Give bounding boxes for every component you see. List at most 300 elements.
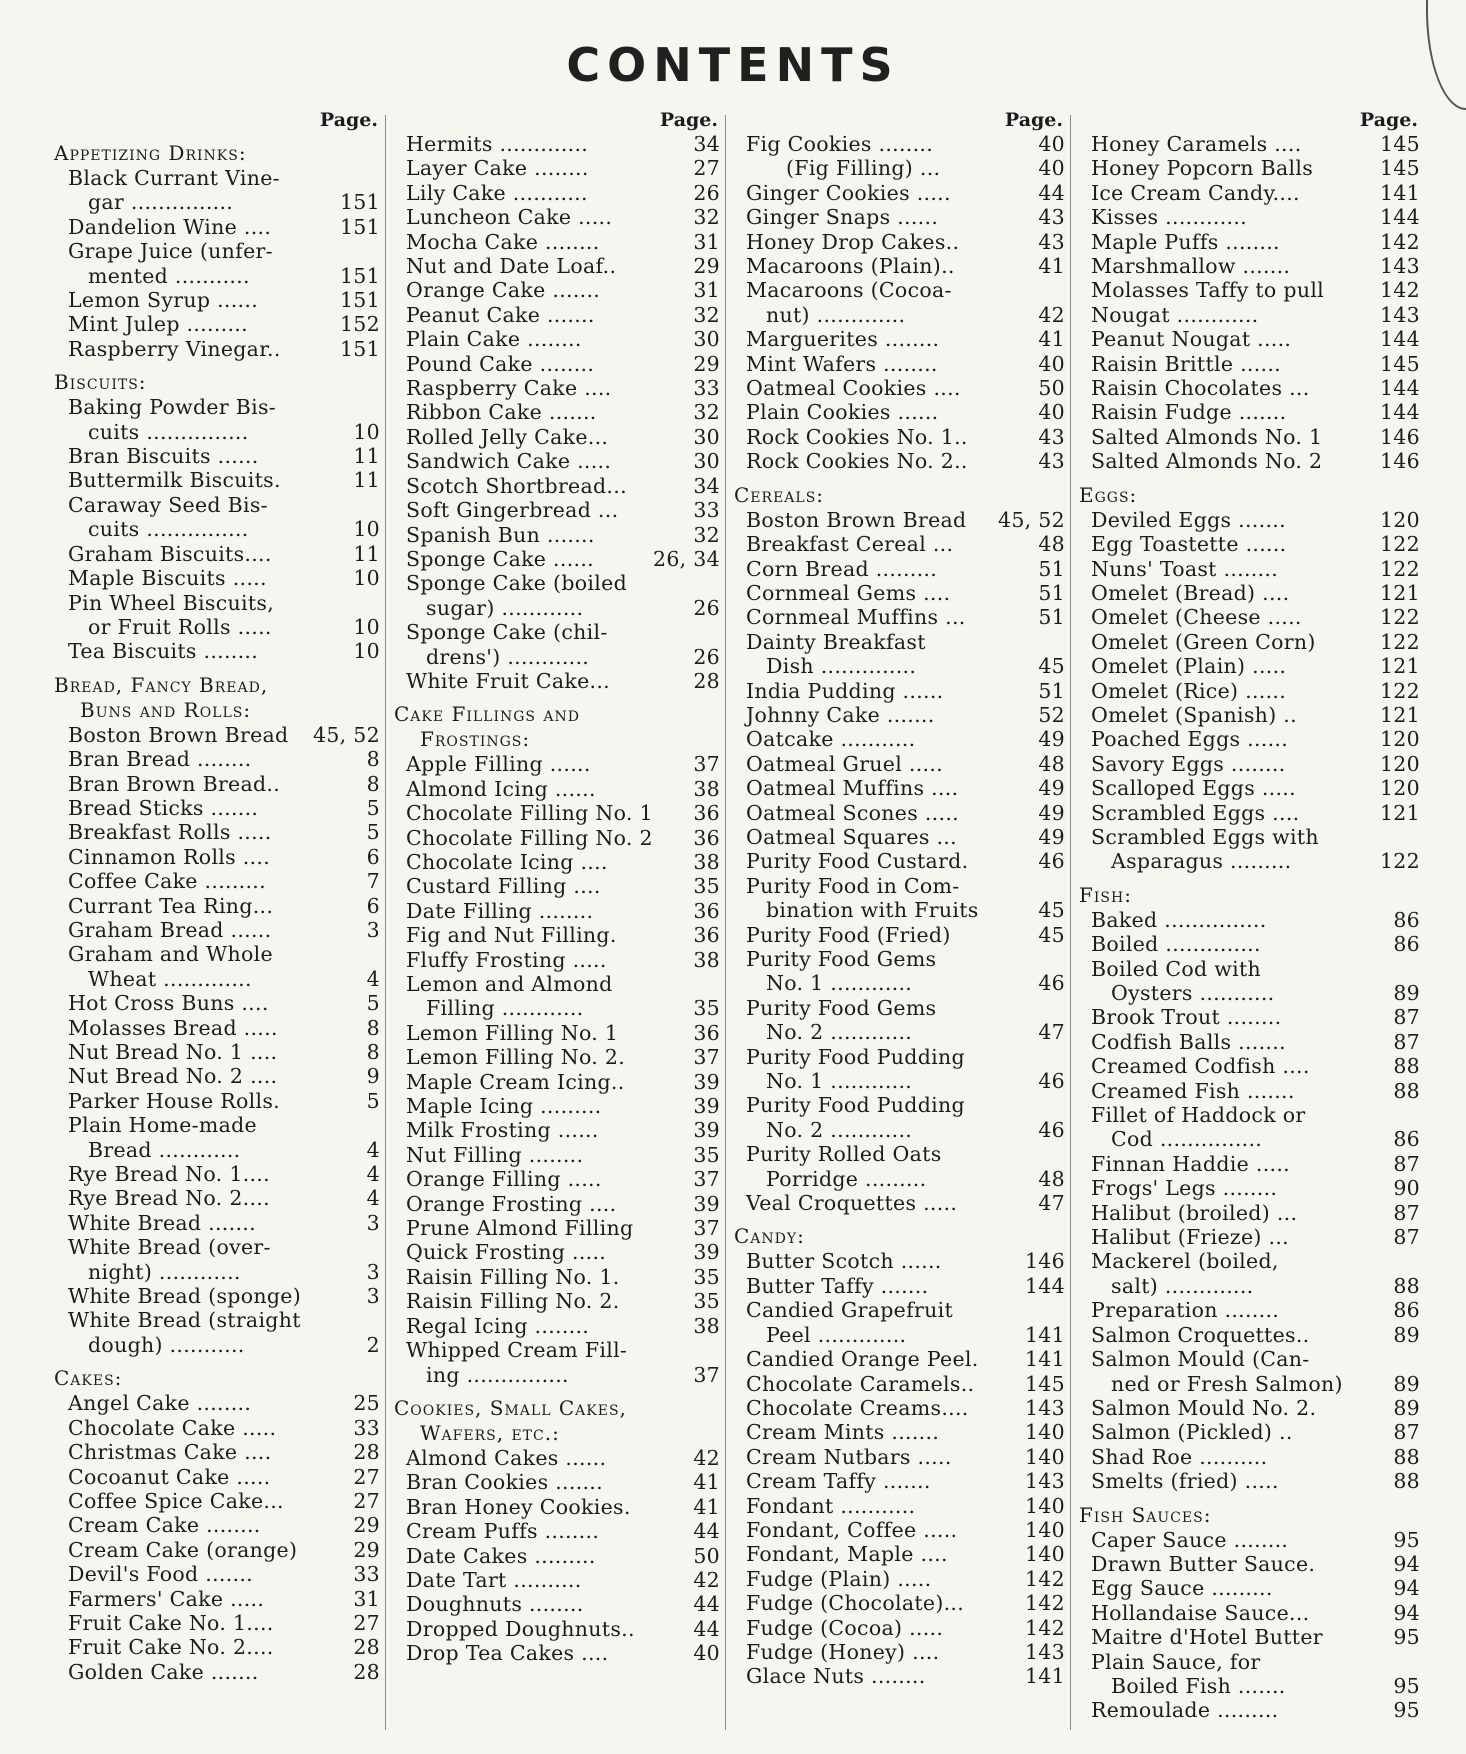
- toc-entry[interactable]: [730, 132, 1065, 156]
- toc-entry[interactable]: [1075, 181, 1420, 205]
- toc-entry[interactable]: [50, 869, 380, 893]
- toc-page-number: 5: [366, 991, 380, 1016]
- toc-entry[interactable]: [50, 288, 380, 312]
- page-column-header: Page.: [1359, 109, 1418, 131]
- toc-entry-title: [390, 874, 674, 898]
- toc-entry[interactable]: [390, 850, 720, 874]
- toc-entry[interactable]: [1075, 679, 1420, 703]
- toc-entry[interactable]: [390, 474, 720, 498]
- toc-entry[interactable]: [50, 918, 380, 942]
- toc-entry[interactable]: [730, 1640, 1065, 1664]
- toc-entry[interactable]: [1075, 1225, 1420, 1249]
- toc-entry-title: [50, 1465, 334, 1489]
- toc-entry[interactable]: [1075, 1298, 1420, 1322]
- toc-entry-title: [50, 166, 334, 215]
- toc-entry[interactable]: [730, 181, 1065, 205]
- toc-entry[interactable]: [1075, 581, 1420, 605]
- toc-entry[interactable]: [390, 899, 720, 923]
- toc-entry-line: Codfish Balls .......: [1091, 1029, 1286, 1054]
- toc-entry[interactable]: [390, 1314, 720, 1338]
- toc-page-number: 45: [1038, 922, 1065, 947]
- toc-entry[interactable]: [730, 557, 1065, 581]
- toc-entry[interactable]: [50, 337, 380, 361]
- toc-entry[interactable]: [50, 1089, 380, 1113]
- toc-entry[interactable]: [730, 508, 1065, 532]
- toc-entry-title: [1075, 1103, 1374, 1152]
- toc-entry[interactable]: [390, 874, 720, 898]
- toc-entry[interactable]: [730, 825, 1065, 849]
- toc-entry[interactable]: [730, 1445, 1065, 1469]
- toc-entry[interactable]: [730, 605, 1065, 629]
- toc-entry-line: Maitre d'Hotel Butter: [1091, 1625, 1323, 1650]
- toc-entry[interactable]: [390, 669, 720, 693]
- toc-entry[interactable]: [50, 468, 380, 492]
- toc-entry[interactable]: [1075, 1469, 1420, 1493]
- toc-entry-title: [50, 542, 334, 566]
- toc-entry[interactable]: [730, 874, 1065, 923]
- toc-entry[interactable]: [50, 1465, 380, 1489]
- toc-entry[interactable]: [730, 1347, 1065, 1371]
- toc-page-number: 3: [366, 1210, 380, 1235]
- toc-entry-line: Sponge Cake (chil-: [406, 620, 608, 645]
- toc-entry[interactable]: [390, 400, 720, 424]
- toc-entry[interactable]: [50, 942, 380, 991]
- toc-entry[interactable]: [390, 523, 720, 547]
- toc-entry[interactable]: [1075, 425, 1420, 449]
- toc-entry-title: [1075, 508, 1374, 532]
- toc-entry[interactable]: [730, 996, 1065, 1045]
- toc-entry[interactable]: [50, 747, 380, 771]
- toc-page-number: 26: [693, 595, 720, 620]
- toc-entry[interactable]: [50, 166, 380, 215]
- toc-entry[interactable]: [1075, 630, 1420, 654]
- toc-page-number: 42: [693, 1445, 720, 1470]
- toc-page-number: 144: [1379, 327, 1420, 352]
- toc-entry[interactable]: [390, 1470, 720, 1494]
- toc-entry-line: Farmers' Cake .....: [68, 1586, 265, 1611]
- toc-entry[interactable]: [1075, 327, 1420, 351]
- toc-entry[interactable]: [390, 230, 720, 254]
- toc-entry[interactable]: [50, 239, 380, 288]
- toc-entry[interactable]: [730, 679, 1065, 703]
- toc-page-number: 4: [366, 1186, 380, 1211]
- toc-entry-line: Smelts (fried) .....: [1091, 1469, 1279, 1494]
- toc-entry[interactable]: [50, 566, 380, 590]
- section-heading-line: Fish Sauces:: [1079, 1502, 1212, 1527]
- toc-entry-title: [730, 1191, 1019, 1215]
- toc-entry[interactable]: [390, 1338, 720, 1387]
- toc-page-number: 95: [1393, 1625, 1420, 1650]
- toc-entry[interactable]: [1075, 1347, 1420, 1396]
- toc-entry-title: [50, 1660, 334, 1684]
- toc-page-number: 52: [1038, 702, 1065, 727]
- toc-entry[interactable]: [730, 449, 1065, 473]
- toc-entry[interactable]: [730, 1542, 1065, 1566]
- toc-entry[interactable]: [50, 723, 380, 747]
- toc-entry[interactable]: [50, 991, 380, 1015]
- toc-page-number: 145: [1379, 132, 1420, 156]
- toc-entry[interactable]: [50, 542, 380, 566]
- toc-entry[interactable]: [390, 1045, 720, 1069]
- toc-entry[interactable]: [390, 205, 720, 229]
- toc-entry[interactable]: [730, 352, 1065, 376]
- toc-entry[interactable]: [50, 1162, 380, 1186]
- toc-entry[interactable]: [50, 1489, 380, 1513]
- toc-entry[interactable]: [50, 639, 380, 663]
- toc-entry[interactable]: [390, 1021, 720, 1045]
- toc-entry-title: [390, 474, 674, 498]
- toc-entry[interactable]: [730, 581, 1065, 605]
- toc-entry-title: [390, 620, 674, 669]
- toc-entry[interactable]: [730, 752, 1065, 776]
- toc-entry[interactable]: [390, 132, 720, 156]
- toc-entry[interactable]: [1075, 303, 1420, 327]
- toc-entry-line: Johnny Cake .......: [746, 702, 935, 727]
- toc-entry[interactable]: [390, 1617, 720, 1641]
- toc-page-number: 46: [1038, 1069, 1065, 1094]
- toc-entry-line: Salmon Mould (Can-: [1091, 1347, 1310, 1372]
- toc-entry[interactable]: [730, 1142, 1065, 1191]
- toc-entry[interactable]: [50, 820, 380, 844]
- toc-entry[interactable]: [1075, 752, 1420, 776]
- toc-entry[interactable]: [730, 801, 1065, 825]
- toc-entry[interactable]: [390, 425, 720, 449]
- toc-entry[interactable]: [390, 1167, 720, 1191]
- toc-entry[interactable]: [390, 1118, 720, 1142]
- toc-page-number: 28: [353, 1635, 380, 1660]
- toc-entry[interactable]: [1075, 932, 1420, 956]
- toc-entry[interactable]: [1075, 825, 1420, 874]
- toc-entry[interactable]: [730, 1372, 1065, 1396]
- toc-entry[interactable]: [50, 312, 380, 336]
- toc-entry[interactable]: [50, 1186, 380, 1210]
- toc-entry-line: Honey Drop Cakes..: [746, 229, 960, 254]
- toc-entry[interactable]: [390, 449, 720, 473]
- toc-entry[interactable]: [390, 752, 720, 776]
- toc-entry[interactable]: [730, 1420, 1065, 1444]
- toc-page-number: 121: [1379, 580, 1420, 605]
- toc-entry[interactable]: [1075, 400, 1420, 424]
- toc-entry[interactable]: [390, 1265, 720, 1289]
- toc-entry[interactable]: [390, 1143, 720, 1167]
- toc-entry[interactable]: [730, 254, 1065, 278]
- toc-entry[interactable]: [390, 1094, 720, 1118]
- toc-entry[interactable]: [1075, 156, 1420, 180]
- toc-entry[interactable]: [390, 620, 720, 669]
- toc-entry-line: Raisin Chocolates ...: [1091, 376, 1310, 401]
- toc-entry-line: Plain Sauce, for: [1091, 1649, 1261, 1674]
- toc-page-number: 5: [366, 820, 380, 845]
- toc-entry[interactable]: [1075, 801, 1420, 825]
- toc-entry[interactable]: [390, 1070, 720, 1094]
- toc-entry[interactable]: [730, 156, 1065, 180]
- toc-entry[interactable]: [1075, 1396, 1420, 1420]
- toc-entry[interactable]: [730, 1664, 1065, 1688]
- toc-entry[interactable]: [50, 1635, 380, 1659]
- toc-entry[interactable]: [390, 923, 720, 947]
- toc-entry[interactable]: [390, 278, 720, 302]
- toc-entry-line: Cream Mints .......: [746, 1420, 940, 1445]
- toc-entry[interactable]: [50, 1538, 380, 1562]
- toc-entry[interactable]: [50, 1416, 380, 1440]
- toc-entry-line: Cocoanut Cake .....: [68, 1464, 271, 1489]
- toc-entry[interactable]: [1075, 508, 1420, 532]
- toc-page-number: 86: [1393, 1298, 1420, 1323]
- toc-entry[interactable]: [50, 1064, 380, 1088]
- toc-entry[interactable]: [1075, 352, 1420, 376]
- toc-entry[interactable]: [50, 1440, 380, 1464]
- toc-entry-title: [50, 1489, 334, 1513]
- toc-entry[interactable]: [1075, 727, 1420, 751]
- toc-entry-line: Oatmeal Cookies ....: [746, 376, 961, 401]
- toc-entry[interactable]: [1075, 1005, 1420, 1029]
- toc-entry[interactable]: [730, 1396, 1065, 1420]
- toc-entry[interactable]: [1075, 449, 1420, 473]
- toc-entry[interactable]: [1075, 1103, 1420, 1152]
- toc-entry[interactable]: [390, 1592, 720, 1616]
- toc-entry[interactable]: [730, 1469, 1065, 1493]
- toc-entry[interactable]: [390, 948, 720, 972]
- toc-entry-title: [390, 278, 674, 302]
- toc-entry[interactable]: [50, 1391, 380, 1415]
- toc-entry[interactable]: [50, 1562, 380, 1586]
- toc-entry[interactable]: [730, 1274, 1065, 1298]
- toc-entry[interactable]: [1075, 1176, 1420, 1200]
- toc-entry[interactable]: [1075, 605, 1420, 629]
- toc-entry[interactable]: [730, 230, 1065, 254]
- toc-entry[interactable]: [730, 923, 1065, 947]
- toc-entry[interactable]: [390, 303, 720, 327]
- toc-entry-title: [50, 1040, 334, 1064]
- toc-page-number: 35: [693, 996, 720, 1021]
- toc-page-number: 151: [339, 190, 380, 215]
- toc-entry[interactable]: [390, 1568, 720, 1592]
- toc-page-number: 48: [1038, 751, 1065, 776]
- toc-entry[interactable]: [390, 1544, 720, 1568]
- toc-entry[interactable]: [1075, 1249, 1420, 1298]
- toc-entry[interactable]: [730, 205, 1065, 229]
- toc-entry[interactable]: [50, 1235, 380, 1284]
- toc-entry[interactable]: [730, 947, 1065, 996]
- toc-entry[interactable]: [390, 156, 720, 180]
- toc-entry[interactable]: [1075, 532, 1420, 556]
- section-heading: [1075, 1503, 1420, 1528]
- toc-entry[interactable]: [390, 547, 720, 571]
- toc-entry-line: Purity Food Gems: [746, 995, 937, 1020]
- toc-entry-line: Fig and Nut Filling.: [406, 923, 617, 948]
- toc-entry[interactable]: [390, 801, 720, 825]
- toc-entry[interactable]: [730, 776, 1065, 800]
- toc-entry[interactable]: [390, 376, 720, 400]
- toc-page-number: 48: [1038, 1166, 1065, 1191]
- section-heading-line: Fish:: [1079, 882, 1132, 907]
- toc-entry-line: Raisin Filling No. 1.: [406, 1264, 620, 1289]
- toc-entry[interactable]: [390, 777, 720, 801]
- toc-entry[interactable]: [730, 400, 1065, 424]
- toc-entry[interactable]: [50, 1308, 380, 1357]
- toc-entry[interactable]: [390, 826, 720, 850]
- toc-entry-line: Date Tart ..........: [406, 1567, 582, 1592]
- toc-entry[interactable]: [50, 772, 380, 796]
- toc-entry-line: Bran Bread ........: [68, 747, 252, 772]
- toc-entry[interactable]: [730, 1249, 1065, 1273]
- toc-entry-title: [390, 376, 674, 400]
- toc-entry[interactable]: [1075, 1601, 1420, 1625]
- toc-entry-line: Salmon Croquettes..: [1091, 1322, 1310, 1347]
- toc-entry[interactable]: [1075, 278, 1420, 302]
- toc-entry[interactable]: [50, 591, 380, 640]
- toc-entry[interactable]: [730, 1494, 1065, 1518]
- toc-entry[interactable]: [1075, 1625, 1420, 1649]
- toc-entry-title: [730, 1396, 1019, 1420]
- toc-page-number: 51: [1038, 580, 1065, 605]
- toc-entry[interactable]: [50, 1211, 380, 1235]
- toc-page-number: 39: [693, 1240, 720, 1265]
- toc-entry-title: [730, 1591, 1019, 1615]
- toc-entry[interactable]: [50, 1660, 380, 1684]
- toc-entry-title: [1075, 1176, 1374, 1200]
- toc-entry-title: [390, 571, 674, 620]
- toc-entry[interactable]: [1075, 1152, 1420, 1176]
- toc-entry-title: [1075, 425, 1374, 449]
- toc-entry[interactable]: [730, 532, 1065, 556]
- toc-entry-line: Creamed Codfish ....: [1091, 1054, 1310, 1079]
- toc-entry[interactable]: [390, 352, 720, 376]
- toc-entry-line: White Bread (sponge): [68, 1284, 302, 1309]
- toc-entry[interactable]: [730, 1298, 1065, 1347]
- toc-page-number: 49: [1038, 800, 1065, 825]
- toc-entry-title: [50, 337, 334, 361]
- toc-entry-title: [1075, 679, 1374, 703]
- toc-page-number: 9: [366, 1064, 380, 1089]
- toc-entry[interactable]: [50, 395, 380, 444]
- toc-entry[interactable]: [730, 1567, 1065, 1591]
- toc-entry[interactable]: [390, 1289, 720, 1313]
- toc-entry-line: Omelet (Rice) ......: [1091, 678, 1287, 703]
- toc-entry[interactable]: [730, 1616, 1065, 1640]
- toc-entry[interactable]: [390, 571, 720, 620]
- toc-entry[interactable]: [1075, 1445, 1420, 1469]
- toc-entry[interactable]: [390, 254, 720, 278]
- toc-entry[interactable]: [1075, 1201, 1420, 1225]
- toc-entry[interactable]: [1075, 1323, 1420, 1347]
- toc-entry[interactable]: [390, 1240, 720, 1264]
- toc-entry-line: Cream Taffy .......: [746, 1469, 931, 1494]
- page-curl-decoration: [1426, 0, 1466, 110]
- toc-entry[interactable]: [730, 1093, 1065, 1142]
- toc-entry[interactable]: [1075, 703, 1420, 727]
- toc-page-number: 44: [693, 1519, 720, 1544]
- toc-entry[interactable]: [730, 727, 1065, 751]
- toc-entry-line: Drop Tea Cakes ....: [406, 1641, 609, 1666]
- toc-entry-title: [730, 1045, 1019, 1094]
- toc-entry[interactable]: [1075, 654, 1420, 678]
- toc-entry-line: Deviled Eggs .......: [1091, 507, 1286, 532]
- toc-entry[interactable]: [1075, 776, 1420, 800]
- toc-entry[interactable]: [1075, 957, 1420, 1006]
- toc-entry[interactable]: [1075, 1054, 1420, 1078]
- toc-entry[interactable]: [1075, 1030, 1420, 1054]
- toc-page-number: 47: [1038, 1020, 1065, 1045]
- toc-entry[interactable]: [1075, 1698, 1420, 1722]
- toc-entry[interactable]: [1075, 1650, 1420, 1699]
- toc-entry-line: Purity Food in Com-: [746, 873, 960, 898]
- section-heading: [50, 370, 380, 395]
- toc-entry-line: Candied Grapefruit: [746, 1298, 953, 1323]
- toc-entry[interactable]: [390, 181, 720, 205]
- toc-entry[interactable]: [1075, 557, 1420, 581]
- toc-entry[interactable]: [390, 498, 720, 522]
- toc-entry[interactable]: [50, 1611, 380, 1635]
- toc-entry[interactable]: [1075, 376, 1420, 400]
- toc-entry[interactable]: [50, 444, 380, 468]
- toc-entry[interactable]: [390, 1519, 720, 1543]
- toc-entry[interactable]: [50, 1113, 380, 1162]
- toc-entry-title: [390, 1592, 674, 1616]
- toc-entry[interactable]: [50, 1587, 380, 1611]
- toc-entry[interactable]: [50, 796, 380, 820]
- toc-entry[interactable]: [730, 703, 1065, 727]
- toc-entry-line: Fudge (Chocolate)...: [746, 1591, 965, 1616]
- toc-entry[interactable]: [1075, 205, 1420, 229]
- toc-entry[interactable]: [730, 278, 1065, 327]
- toc-entry[interactable]: [390, 972, 720, 1021]
- toc-page-number: 25: [353, 1391, 380, 1416]
- toc-entry[interactable]: [50, 1040, 380, 1064]
- toc-entry[interactable]: [730, 1045, 1065, 1094]
- toc-entry[interactable]: [390, 1641, 720, 1665]
- toc-entry[interactable]: [50, 1513, 380, 1537]
- toc-entry[interactable]: [730, 327, 1065, 351]
- toc-entry[interactable]: [730, 1191, 1065, 1215]
- toc-entry[interactable]: [1075, 908, 1420, 932]
- toc-entry[interactable]: [1075, 1420, 1420, 1444]
- toc-entry-title: [730, 825, 1019, 849]
- toc-entry[interactable]: [1075, 1552, 1420, 1576]
- toc-entry[interactable]: [390, 1495, 720, 1519]
- toc-entry-line: Cream Puffs ........: [406, 1519, 600, 1544]
- toc-entry[interactable]: [390, 327, 720, 351]
- toc-entry[interactable]: [1075, 1079, 1420, 1103]
- toc-entry[interactable]: [1075, 1528, 1420, 1552]
- toc-entry[interactable]: [1075, 1576, 1420, 1600]
- toc-entry-line: dough) ...........: [88, 1332, 245, 1357]
- toc-entry[interactable]: [730, 630, 1065, 679]
- toc-page-number: 50: [1038, 376, 1065, 401]
- toc-entry[interactable]: [730, 425, 1065, 449]
- toc-entry[interactable]: [50, 215, 380, 239]
- toc-entry[interactable]: [730, 376, 1065, 400]
- toc-entry[interactable]: [50, 894, 380, 918]
- toc-entry[interactable]: [730, 1518, 1065, 1542]
- toc-entry[interactable]: [50, 845, 380, 869]
- toc-entry[interactable]: [1075, 230, 1420, 254]
- toc-entry[interactable]: [390, 1446, 720, 1470]
- toc-page-number: 33: [693, 376, 720, 401]
- toc-entry-title: [390, 1544, 674, 1568]
- toc-entry[interactable]: [730, 849, 1065, 873]
- toc-entry[interactable]: [50, 493, 380, 542]
- toc-entry-line: Orange Frosting ....: [406, 1191, 617, 1216]
- toc-entry[interactable]: [1075, 254, 1420, 278]
- toc-entry[interactable]: [390, 1192, 720, 1216]
- toc-entry[interactable]: [1075, 132, 1420, 156]
- toc-entry[interactable]: [730, 1591, 1065, 1615]
- toc-entry[interactable]: [50, 1284, 380, 1308]
- toc-entry[interactable]: [390, 1216, 720, 1240]
- toc-entry-title: [1075, 605, 1374, 629]
- toc-entry[interactable]: [50, 1016, 380, 1040]
